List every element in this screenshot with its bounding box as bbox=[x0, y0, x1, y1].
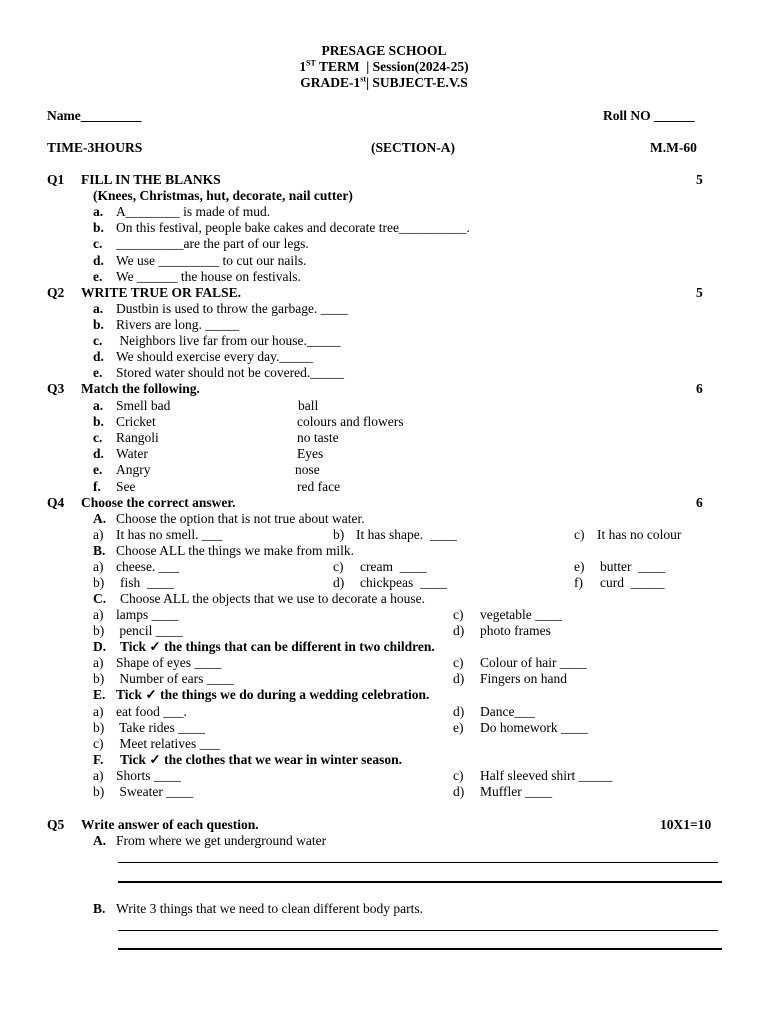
q2-marks: 5 bbox=[696, 285, 703, 300]
q4-sub-key: B. bbox=[93, 543, 106, 558]
match-right: ball bbox=[298, 398, 319, 413]
match-item-key: d. bbox=[93, 446, 104, 461]
roll-no-field-label: Roll NO ______ bbox=[603, 108, 695, 123]
q4-sub-question: Tick ✓ the clothes that we wear in winter season. bbox=[120, 752, 403, 767]
q2-item-key: c. bbox=[93, 333, 103, 348]
match-item-key: a. bbox=[93, 398, 104, 413]
q5-number: Q5 bbox=[47, 817, 65, 832]
option-text: Shorts ____ bbox=[116, 768, 181, 783]
option-key: a) bbox=[93, 768, 104, 783]
option-key: d) bbox=[453, 623, 465, 638]
option-key: b) bbox=[93, 720, 105, 735]
option-text: Dance___ bbox=[480, 704, 535, 719]
option-text: pencil ____ bbox=[116, 623, 183, 638]
q4-sub-question: Choose the option that is not true about water. bbox=[116, 511, 365, 526]
option-text: Shape of eyes ____ bbox=[116, 655, 222, 670]
q5-sub-key: A. bbox=[93, 833, 107, 848]
q2-item-text: Dustbin is used to throw the garbage. ____ bbox=[116, 301, 348, 316]
match-left: See bbox=[116, 479, 136, 494]
q3-number: Q3 bbox=[47, 381, 65, 396]
match-left: Rangoli bbox=[116, 430, 159, 445]
q3-marks: 6 bbox=[696, 381, 703, 396]
option-key: b) bbox=[93, 671, 105, 686]
option-text: Meet relatives ___ bbox=[116, 736, 220, 751]
option-key: b) bbox=[93, 623, 105, 638]
q4-sub-key: E. bbox=[93, 687, 106, 702]
q1-item-text: We use _________ to cut our nails. bbox=[116, 253, 307, 268]
q2-item-text: Rivers are long. _____ bbox=[116, 317, 239, 332]
option-text: It has shape. ____ bbox=[356, 527, 457, 542]
match-item-key: e. bbox=[93, 462, 103, 477]
q2-item-key: e. bbox=[93, 365, 103, 380]
grade-line: GRADE-1st| SUBJECT-E.V.S bbox=[300, 74, 468, 90]
q4-number: Q4 bbox=[47, 495, 65, 510]
q4-title: Choose the correct answer. bbox=[81, 495, 236, 510]
q5-sub-question: From where we get underground water bbox=[116, 833, 327, 848]
option-text: Muffler ____ bbox=[480, 784, 553, 799]
school-name: PRESAGE SCHOOL bbox=[321, 43, 447, 58]
option-key: c) bbox=[93, 736, 104, 751]
section-label: (SECTION-A) bbox=[371, 140, 456, 155]
q5-sub-key: B. bbox=[93, 901, 106, 916]
q2-title: WRITE TRUE OR FALSE. bbox=[81, 285, 242, 300]
option-text: It has no smell. ___ bbox=[116, 527, 223, 542]
option-key: f) bbox=[574, 575, 583, 590]
q4-sub-question: Choose ALL the things we make from milk. bbox=[116, 543, 354, 558]
q1-item-key: a. bbox=[93, 204, 104, 219]
q1-item-key: d. bbox=[93, 253, 104, 268]
q5-title: Write answer of each question. bbox=[81, 817, 259, 832]
q2-number: Q2 bbox=[47, 285, 65, 300]
q1-item-key: c. bbox=[93, 236, 103, 251]
answer-line bbox=[118, 948, 722, 950]
q2-item-key: a. bbox=[93, 301, 104, 316]
q1-word-bank: (Knees, Christmas, hut, decorate, nail cutter) bbox=[93, 188, 353, 203]
option-key: c) bbox=[453, 655, 464, 670]
match-left: Angry bbox=[116, 462, 151, 477]
q4-sub-question: Choose ALL the objects that we use to decorate a house. bbox=[120, 591, 426, 606]
option-text: Half sleeved shirt _____ bbox=[480, 768, 613, 783]
q1-number: Q1 bbox=[47, 172, 65, 187]
option-key: a) bbox=[93, 655, 104, 670]
option-text: vegetable ____ bbox=[480, 607, 563, 622]
q2-item-key: d. bbox=[93, 349, 104, 364]
q4-marks: 6 bbox=[696, 495, 703, 510]
option-key: a) bbox=[93, 607, 104, 622]
answer-line bbox=[118, 881, 722, 883]
match-right: red face bbox=[297, 479, 341, 494]
q1-item-text: __________are the part of our legs. bbox=[116, 236, 309, 251]
option-text: cream ____ bbox=[360, 559, 427, 574]
q5-marks: 10X1=10 bbox=[660, 817, 712, 832]
q4-sub-key: F. bbox=[93, 752, 104, 767]
option-key: c) bbox=[574, 527, 585, 542]
option-key: e) bbox=[453, 720, 464, 735]
q1-item-key: b. bbox=[93, 220, 104, 235]
q4-sub-key: C. bbox=[93, 591, 107, 606]
match-right: Eyes bbox=[297, 446, 324, 461]
option-text: cheese. ___ bbox=[116, 559, 179, 574]
match-left: Smell bad bbox=[116, 398, 171, 413]
max-marks-label: M.M-60 bbox=[650, 140, 697, 155]
option-text: fish ____ bbox=[120, 575, 174, 590]
option-text: lamps ____ bbox=[116, 607, 179, 622]
option-text: chickpeas ____ bbox=[360, 575, 447, 590]
option-text: Fingers on hand bbox=[480, 671, 567, 686]
q4-sub-question: Tick ✓ the things we do during a wedding celebration. bbox=[116, 687, 430, 702]
q2-item-text: Neighbors live far from our house._____ bbox=[116, 333, 341, 348]
match-left: Water bbox=[116, 446, 148, 461]
option-text: butter ____ bbox=[600, 559, 666, 574]
option-text: It has no colour bbox=[597, 527, 682, 542]
q2-item-key: b. bbox=[93, 317, 104, 332]
q2-item-text: Stored water should not be covered._____ bbox=[116, 365, 344, 380]
option-key: b) bbox=[333, 527, 345, 542]
q1-item-text: A________ is made of mud. bbox=[116, 204, 271, 219]
q4-sub-key: A. bbox=[93, 511, 107, 526]
option-key: a) bbox=[93, 559, 104, 574]
q1-title: FILL IN THE BLANKS bbox=[81, 172, 221, 187]
option-text: photo frames bbox=[480, 623, 551, 638]
option-key: b) bbox=[93, 784, 105, 799]
option-text: curd _____ bbox=[600, 575, 665, 590]
q1-item-text: On this festival, people bake cakes and decorate tree__________. bbox=[116, 220, 470, 235]
q1-marks: 5 bbox=[696, 172, 703, 187]
option-key: c) bbox=[453, 768, 464, 783]
match-right: no taste bbox=[297, 430, 339, 445]
option-key: a) bbox=[93, 704, 104, 719]
option-key: d) bbox=[453, 784, 465, 799]
option-text: Number of ears ____ bbox=[116, 671, 234, 686]
option-text: Take rides ____ bbox=[116, 720, 206, 735]
q4-sub-key: D. bbox=[93, 639, 107, 654]
option-key: c) bbox=[453, 607, 464, 622]
option-text: Colour of hair ____ bbox=[480, 655, 587, 670]
option-key: d) bbox=[453, 704, 465, 719]
q2-item-text: We should exercise every day._____ bbox=[116, 349, 314, 364]
q1-item-key: e. bbox=[93, 269, 103, 284]
option-key: b) bbox=[93, 575, 105, 590]
q3-title: Match the following. bbox=[81, 381, 200, 396]
match-item-key: f. bbox=[93, 479, 101, 494]
option-text: eat food ___. bbox=[116, 704, 187, 719]
answer-line bbox=[118, 930, 718, 931]
match-item-key: b. bbox=[93, 414, 104, 429]
answer-line bbox=[118, 862, 718, 863]
option-text: Do homework ____ bbox=[480, 720, 588, 735]
match-left: Cricket bbox=[116, 414, 156, 429]
term-line: 1ST TERM | Session(2024-25) bbox=[299, 58, 469, 74]
q5-sub-question: Write 3 things that we need to clean different body parts. bbox=[116, 901, 423, 916]
time-label: TIME-3HOURS bbox=[47, 140, 143, 155]
name-field-label: Name_________ bbox=[47, 108, 142, 123]
match-item-key: c. bbox=[93, 430, 103, 445]
option-key: c) bbox=[333, 559, 344, 574]
q1-item-text: We ______ the house on festivals. bbox=[116, 269, 301, 284]
match-right: colours and flowers bbox=[297, 414, 404, 429]
option-key: d) bbox=[453, 671, 465, 686]
option-key: e) bbox=[574, 559, 585, 574]
option-key: a) bbox=[93, 527, 104, 542]
option-key: d) bbox=[333, 575, 345, 590]
option-text: Sweater ____ bbox=[116, 784, 194, 799]
q4-sub-question: Tick ✓ the things that can be different in two children. bbox=[120, 639, 435, 654]
match-right: nose bbox=[295, 462, 320, 477]
